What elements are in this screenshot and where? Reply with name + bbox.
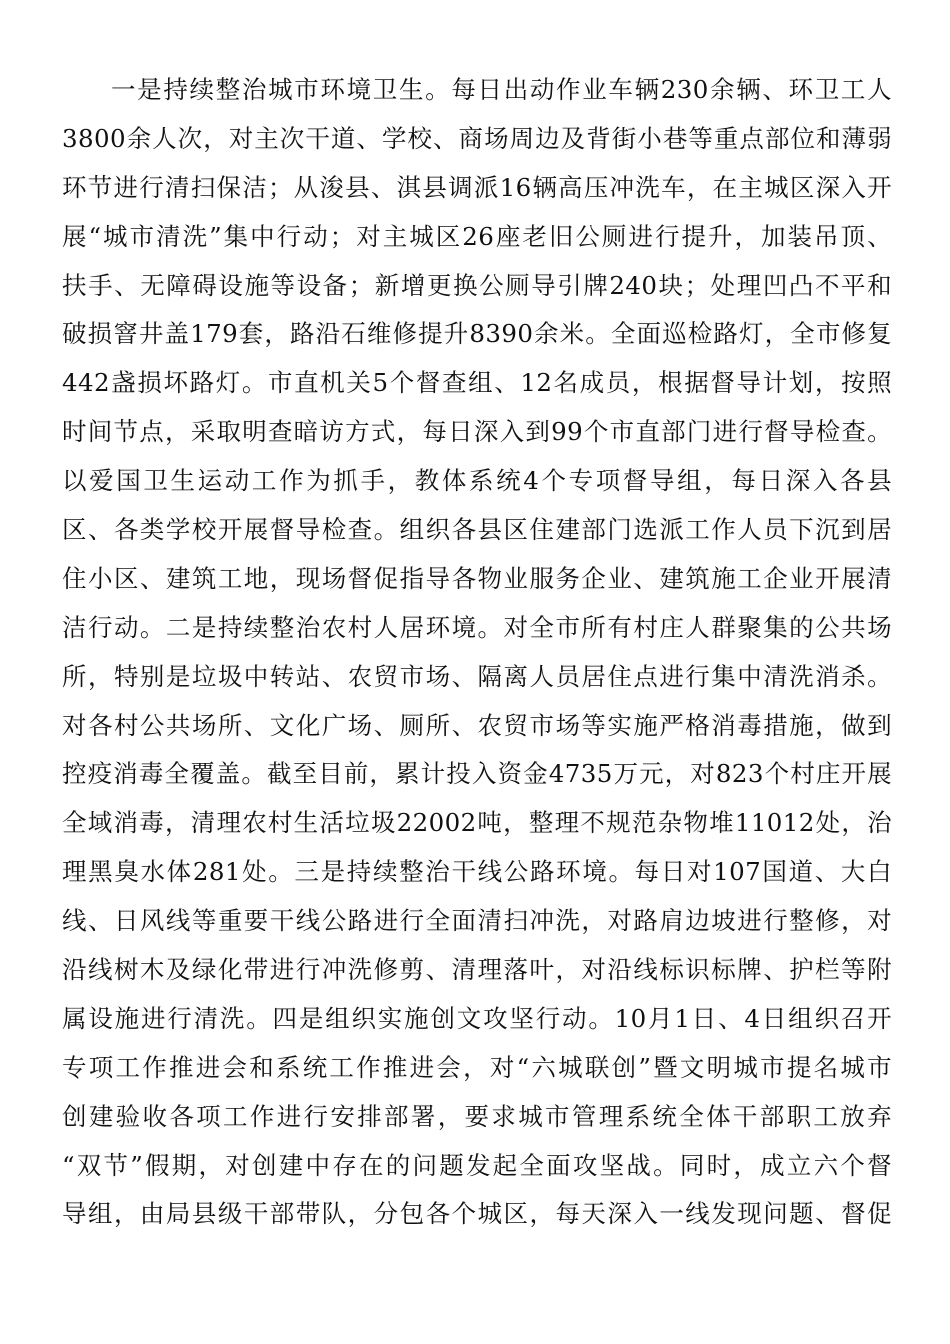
text-line: 3800余人次，对主次干道、学校、商场周边及背街小巷等重点部位和薄弱	[62, 123, 892, 153]
text-line: 属设施进行清洗。四是组织实施创文攻坚行动。10月1日、4日组织召开	[62, 1003, 892, 1033]
text-line: 环节进行清扫保洁；从浚县、淇县调派16辆高压冲洗车，在主城区深入开	[62, 172, 892, 202]
text-line: 控疫消毒全覆盖。截至目前，累计投入资金4735万元，对823个村庄开展	[62, 759, 892, 789]
text-line: 导组，由局县级干部带队，分包各个城区，每天深入一线发现问题、督促	[62, 1199, 892, 1229]
text-line: 住小区、建筑工地，现场督促指导各物业服务企业、建筑施工企业开展清	[62, 563, 892, 593]
text-line: 时间节点，采取明查暗访方式，每日深入到99个市直部门进行督导检查。	[62, 417, 892, 447]
text-line: 专项工作推进会和系统工作推进会，对“六城联创”暨文明城市提名城市	[62, 1052, 892, 1082]
text-line: 对各村公共场所、文化广场、厕所、农贸市场等实施严格消毒措施，做到	[62, 710, 892, 740]
text-line: 全域消毒，清理农村生活垃圾22002吨，整理不规范杂物堆11012处，治	[62, 808, 892, 838]
text-line: 沿线树木及绿化带进行冲洗修剪、清理落叶，对沿线标识标牌、护栏等附	[62, 955, 892, 985]
text-line: 洁行动。二是持续整治农村人居环境。对全市所有村庄人群聚集的公共场	[62, 612, 892, 642]
text-line: 区、各类学校开展督导检查。组织各县区住建部门选派工作人员下沉到居	[62, 515, 892, 545]
text-line: 以爱国卫生运动工作为抓手，教体系统4个专项督导组，每日深入各县	[62, 466, 892, 496]
text-line: 理黑臭水体281处。三是持续整治干线公路环境。每日对107国道、大白	[62, 857, 892, 887]
body-paragraph	[62, 66, 892, 1239]
text-line: 442盏损坏路灯。市直机关5个督查组、12名成员，根据督导计划，按照	[62, 368, 892, 398]
text-line: 展“城市清洗”集中行动；对主城区26座老旧公厕进行提升，加装吊顶、	[62, 221, 892, 251]
text-line: 扶手、无障碍设施等设备；新增更换公厕导引牌240块；处理凹凸不平和	[62, 270, 892, 300]
text-line: 一是持续整治城市环境卫生。每日出动作业车辆230余辆、环卫工人	[111, 75, 892, 104]
text-line: “双节”假期，对创建中存在的问题发起全面攻坚战。同时，成立六个督	[62, 1150, 892, 1180]
text-line: 破损窨井盖179套，路沿石维修提升8390余米。全面巡检路灯，全市修复	[62, 319, 892, 349]
text-line: 创建验收各项工作进行安排部署，要求城市管理系统全体干部职工放弃	[62, 1101, 892, 1131]
text-line: 所，特别是垃圾中转站、农贸市场、隔离人员居住点进行集中清洗消杀。	[62, 661, 892, 691]
text-line: 线、日风线等重要干线公路进行全面清扫冲洗，对路肩边坡进行整修，对	[62, 906, 892, 936]
